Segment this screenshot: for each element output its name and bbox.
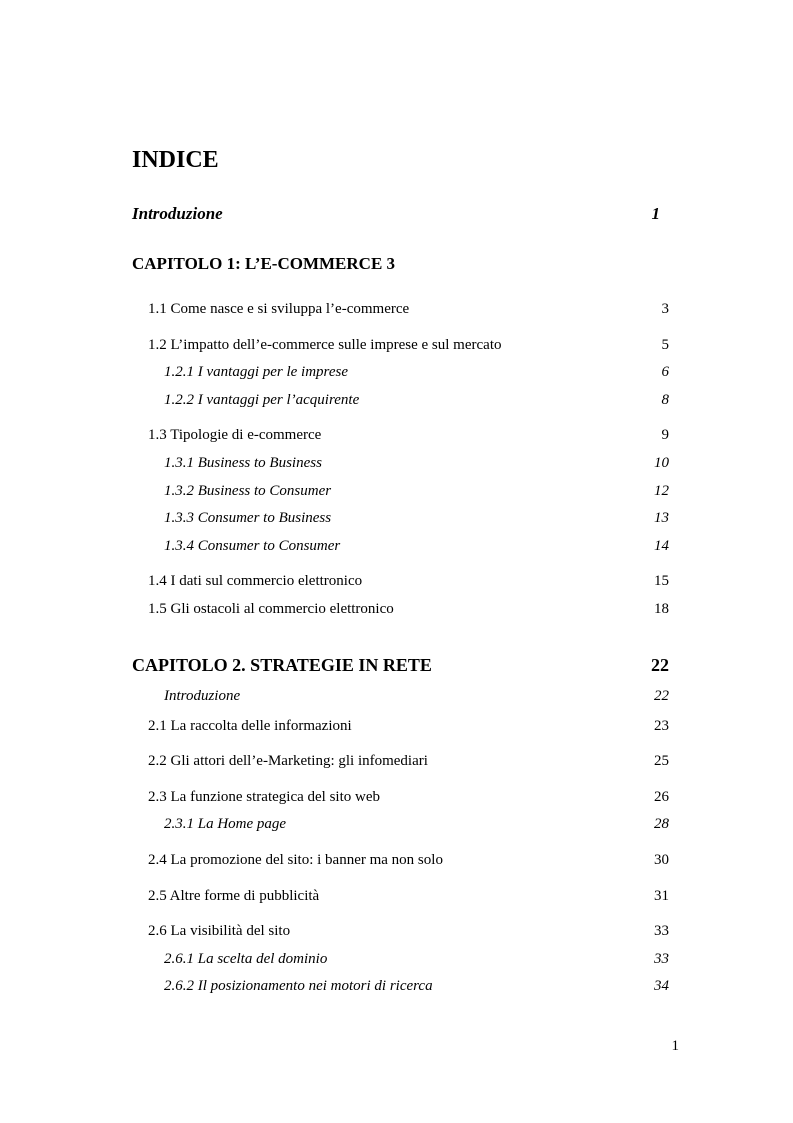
- toc-entry-page: 23: [654, 718, 669, 734]
- toc-entry-page: 14: [654, 538, 669, 554]
- toc-entry-text: 2.3.1 La Home page: [164, 816, 287, 832]
- toc-entry-page: 26: [654, 789, 669, 805]
- toc-entry-text: 1.3.3 Consumer to Business: [164, 510, 332, 526]
- toc-entry-text: 1.3.1 Business to Business: [164, 455, 322, 471]
- toc-entry-page: 9: [661, 427, 669, 443]
- toc-entry[interactable]: [0, 848, 793, 872]
- toc-subentry[interactable]: [0, 360, 793, 384]
- toc-entry-text: Introduzione: [132, 204, 223, 223]
- toc-entry-introduzione[interactable]: [0, 202, 793, 226]
- toc-entry-text: Introduzione: [164, 688, 241, 704]
- toc-entry[interactable]: [0, 785, 793, 809]
- toc-subentry[interactable]: [0, 479, 793, 503]
- toc-entry[interactable]: [0, 749, 793, 773]
- toc-entry-page: 12: [654, 483, 669, 499]
- toc-entry-text: 2.5 Altre forme di pubblicità: [148, 888, 320, 904]
- toc-entry-page: 22: [654, 688, 669, 704]
- toc-entry-text: 1.1 Come nasce e si sviluppa l’e-commerce: [148, 301, 410, 317]
- toc-entry-page: 33: [654, 951, 669, 967]
- toc-entry-text: 1.3.2 Business to Consumer: [164, 483, 332, 499]
- toc-entry[interactable]: [0, 597, 793, 621]
- toc-entry-page: 28: [654, 816, 669, 832]
- toc-entry-page: 34: [654, 978, 669, 994]
- toc-entry[interactable]: [0, 423, 793, 447]
- toc-entry-page: 8: [661, 392, 669, 408]
- toc-entry-page: 3: [661, 301, 669, 317]
- toc-subentry[interactable]: [0, 812, 793, 836]
- toc-subentry[interactable]: [0, 506, 793, 530]
- toc-entry-page: 33: [654, 923, 669, 939]
- toc-entry[interactable]: [0, 297, 793, 321]
- toc-entry-page: 13: [654, 510, 669, 526]
- toc-subentry[interactable]: [0, 947, 793, 971]
- toc-entry-text: 1.3.4 Consumer to Consumer: [164, 538, 341, 554]
- toc-entry-text: 2.6 La visibilità del sito: [148, 923, 291, 939]
- toc-entry-text: 1.3 Tipologie di e-commerce: [148, 427, 322, 443]
- toc-entry-text: 2.4 La promozione del sito: i banner ma non solo: [148, 852, 443, 868]
- toc-entry-page: 6: [661, 364, 669, 380]
- toc-entry-text: 1.5 Gli ostacoli al commercio elettronico: [148, 601, 394, 617]
- toc-entry-text: 2.3 La funzione strategica del sito web: [148, 789, 381, 805]
- toc-subentry[interactable]: [0, 534, 793, 558]
- toc-entry-page: 22: [651, 655, 669, 675]
- toc-chapter-1[interactable]: [0, 252, 793, 276]
- toc-entry-text: 2.6.1 La scelta del dominio: [164, 951, 328, 967]
- toc-entry-text: 1.4 I dati sul commercio elettronico: [148, 573, 363, 589]
- toc-entry-page: 10: [654, 455, 669, 471]
- toc-entry-page: 15: [654, 573, 669, 589]
- toc-subentry[interactable]: [0, 388, 793, 412]
- toc-entry-page: 25: [654, 753, 669, 769]
- toc-entry[interactable]: [0, 884, 793, 908]
- toc-entry-text: 2.1 La raccolta delle informazioni: [148, 718, 352, 734]
- page-number: 1: [671, 1038, 679, 1054]
- toc-entry[interactable]: [0, 919, 793, 943]
- toc-entry[interactable]: [0, 333, 793, 357]
- toc-entry-text: 2.6.2 Il posizionamento nei motori di ricerca: [164, 978, 433, 994]
- toc-entry-text: 1.2 L’impatto dell’e-commerce sulle imprese e sul mercato: [148, 337, 502, 353]
- toc-entry-page: 31: [654, 888, 669, 904]
- toc-subentry[interactable]: [0, 451, 793, 475]
- toc-entry[interactable]: [0, 714, 793, 738]
- toc-entry-text: 2.2 Gli attori dell’e-Marketing: gli infomediari: [148, 753, 428, 769]
- toc-entry-text: 1.2.2 I vantaggi per l’acquirente: [164, 392, 360, 408]
- toc-subentry[interactable]: [0, 974, 793, 998]
- toc-entry-page: 30: [654, 852, 669, 868]
- toc-entry[interactable]: [0, 569, 793, 593]
- toc-entry-text: CAPITOLO 2. STRATEGIE IN RETE: [132, 655, 432, 675]
- toc-entry-page: 18: [654, 601, 669, 617]
- toc-entry-text: 1.2.1 I vantaggi per le imprese: [164, 364, 348, 380]
- toc-entry-page: 1: [651, 204, 660, 223]
- toc-chapter-2[interactable]: [0, 653, 793, 677]
- toc-entry-page: 5: [661, 337, 669, 353]
- page-title: INDICE: [132, 147, 219, 173]
- toc-entry-text: CAPITOLO 1: L’E-COMMERCE 3: [132, 254, 396, 273]
- toc-subentry[interactable]: [0, 684, 793, 708]
